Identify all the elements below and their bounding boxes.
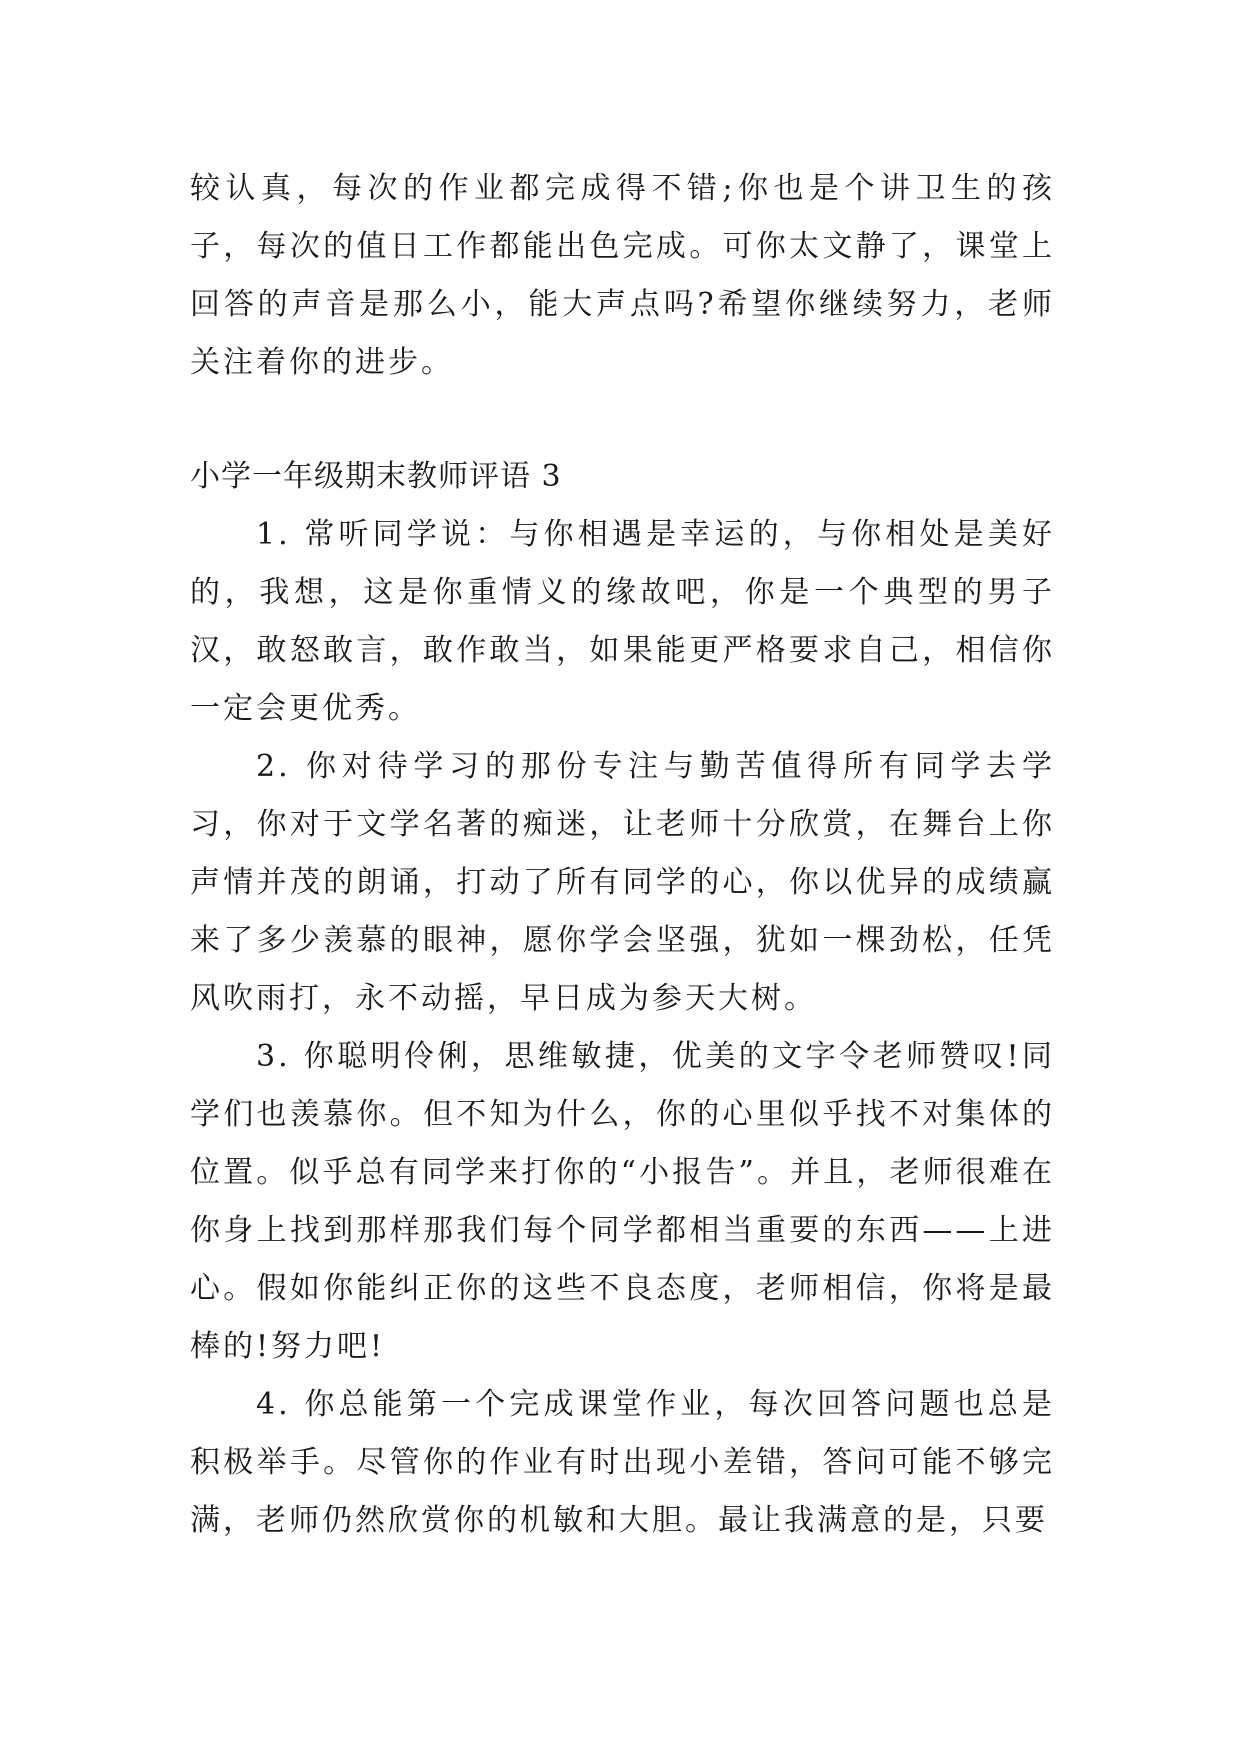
comment-item-2: 2. 你对待学习的那份专注与勤苦值得所有同学去学习，你对于文学名著的痴迷，让老师十分欣赏，在舞台上你声情并茂的朗诵，打动了所有同学的心，你以优异的成绩赢来了多少羡慕的眼神，愿你学会坚强，犹如一棵劲松，任凭风吹雨打，永不动摇，早日成为参天大树。 [190, 749, 1055, 1016]
comment-item-4: 4. 你总能第一个完成课堂作业，每次回答问题也总是积极举手。尽管你的作业有时出现小差错，答问可能不够完满，老师仍然欣赏你的机敏和大胆。最让我满意的是，只要 [190, 1387, 1055, 1538]
comment-item-3: 3. 你聪明伶俐，思维敏捷，优美的文字令老师赞叹!同学们也羡慕你。但不知为什么，你的心里似乎找不对集体的位置。似乎总有同学来打你的“小报告”。并且，老师很难在你身上找到那样那我们每个同学都相当重要的东西——上进心。假如你能纠正你的这些不良态度，老师相信，你将是最棒的!努力吧! [190, 1039, 1055, 1364]
document-body [190, 160, 1055, 1550]
section-title: 小学一年级期末教师评语 3 [190, 459, 562, 494]
intro-paragraph: 较认真，每次的作业都完成得不错;你也是个讲卫生的孩子，每次的值日工作都能出色完成。可你太文静了，课堂上回答的声音是那么小，能大声点吗?希望你继续努力，老师关注着你的进步。 [190, 171, 1055, 380]
comment-item-1: 1. 常听同学说：与你相遇是幸运的，与你相处是美好的，我想，这是你重情义的缘故吧，你是一个典型的男子汉，敢怒敢言，敢作敢当，如果能更严格要求自己，相信你一定会更优秀。 [190, 517, 1055, 726]
